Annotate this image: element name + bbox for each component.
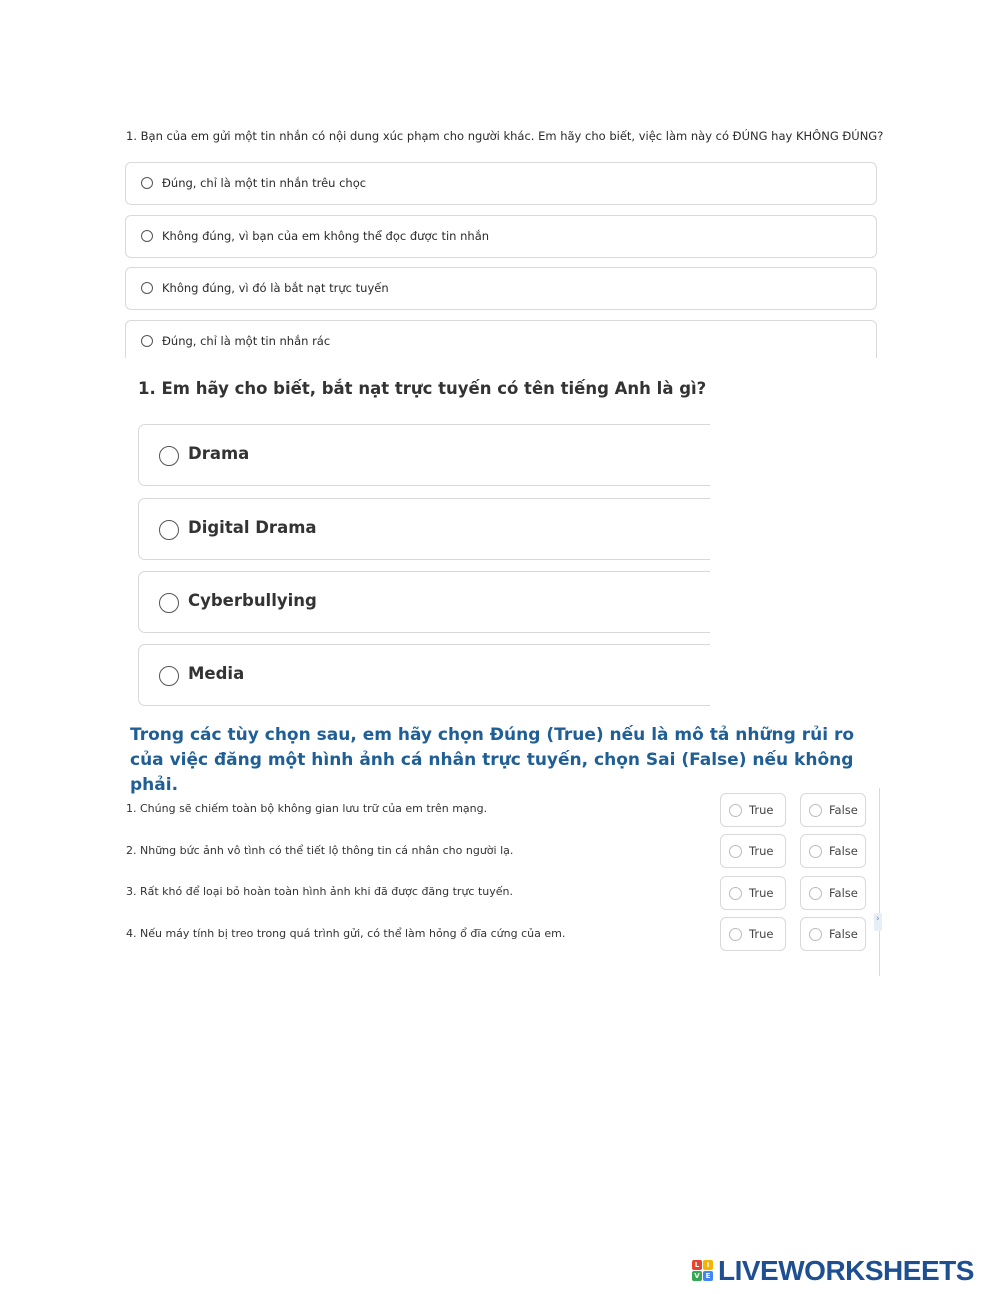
q1-option-2-label: Không đúng, vì bạn của em không thể đọc được tin nhắn [162,229,490,243]
true-label: True [749,844,774,858]
q2-option-3-label: Cyberbullying [188,591,317,610]
tf-1-true-button[interactable] [720,793,786,827]
true-label: True [749,927,774,941]
q1-option-3-label: Không đúng, vì đó là bắt nạt trực tuyến [162,281,389,295]
radio-icon[interactable] [729,887,742,900]
radio-icon[interactable] [809,804,822,817]
logo-mark-icon [692,1260,714,1282]
question-1-text: 1. Bạn của em gửi một tin nhắn có nội dung xúc phạm cho người khác. Em hãy cho biết, việc làm này có ĐÚNG hay KHÔNG ĐÚNG? [126,129,884,143]
q1-option-1-label: Đúng, chỉ là một tin nhắn trêu chọc [162,176,367,190]
q2-option-1-label: Drama [188,444,250,463]
logo-mark-l: L [692,1260,702,1270]
radio-icon[interactable] [729,928,742,941]
false-label: False [829,886,858,900]
logo-mark-i: I [703,1260,713,1270]
tf-3-false-button[interactable] [800,876,866,910]
false-label: False [829,844,858,858]
q1-option-2[interactable] [125,215,877,258]
q2-option-2-label: Digital Drama [188,518,317,537]
q2-options-clip [130,420,710,712]
tf-4-false-button[interactable] [800,917,866,951]
tf-3-true-button[interactable] [720,876,786,910]
q2-option-2[interactable] [138,498,710,560]
tf-2-true-button[interactable] [720,834,786,868]
chevron-right-icon: › [876,914,880,924]
tf-statement-1: 1. Chúng sẽ chiếm toàn bộ không gian lưu trữ của em trên mạng. [126,802,488,815]
q2-option-3[interactable] [138,571,710,633]
radio-icon[interactable] [141,177,153,189]
radio-icon[interactable] [159,593,179,613]
radio-icon[interactable] [809,845,822,858]
radio-icon[interactable] [809,887,822,900]
radio-icon[interactable] [159,666,179,686]
true-false-instructions: Trong các tùy chọn sau, em hãy chọn Đúng (True) nếu là mô tả những rủi ro của việc đăng một hình ảnh cá nhân trực tuyến, chọn Sai (False) nếu không phải. [130,725,855,795]
tf-1-false-button[interactable] [800,793,866,827]
logo-text: LIVEWORKSHEETS [718,1255,974,1286]
q2-option-4-label: Media [188,664,245,683]
tf-4-true-button[interactable] [720,917,786,951]
panel-border [879,788,880,976]
tf-statement-3: 3. Rất khó để loại bỏ hoàn toàn hình ảnh khi đã được đăng trực tuyến. [126,885,513,898]
logo-mark-v: V [692,1271,702,1281]
q2-option-1[interactable] [138,424,710,486]
logo-mark-e: E [703,1271,713,1281]
radio-icon[interactable] [729,804,742,817]
q1-option-4-label: Đúng, chỉ là một tin nhắn rác [162,334,331,348]
radio-icon[interactable] [141,282,153,294]
q1-option-4-clip [120,316,890,358]
q1-option-1[interactable] [125,162,877,205]
false-label: False [829,803,858,817]
radio-icon[interactable] [729,845,742,858]
q1-option-3[interactable] [125,267,877,310]
radio-icon[interactable] [141,230,153,242]
radio-icon[interactable] [141,335,153,347]
true-label: True [749,886,774,900]
tf-statement-4: 4. Nếu máy tính bị treo trong quá trình gửi, có thể làm hỏng ổ đĩa cứng của em. [126,927,566,940]
false-label: False [829,927,858,941]
radio-icon[interactable] [159,446,179,466]
true-label: True [749,803,774,817]
tf-statement-2: 2. Những bức ảnh vô tình có thể tiết lộ thông tin cá nhân cho người lạ. [126,844,514,857]
radio-icon[interactable] [159,520,179,540]
tf-2-false-button[interactable] [800,834,866,868]
question-2-text: 1. Em hãy cho biết, bắt nạt trực tuyến có tên tiếng Anh là gì? [138,379,707,398]
q2-option-4[interactable] [138,644,710,706]
q1-option-4[interactable] [125,320,877,358]
radio-icon[interactable] [809,928,822,941]
